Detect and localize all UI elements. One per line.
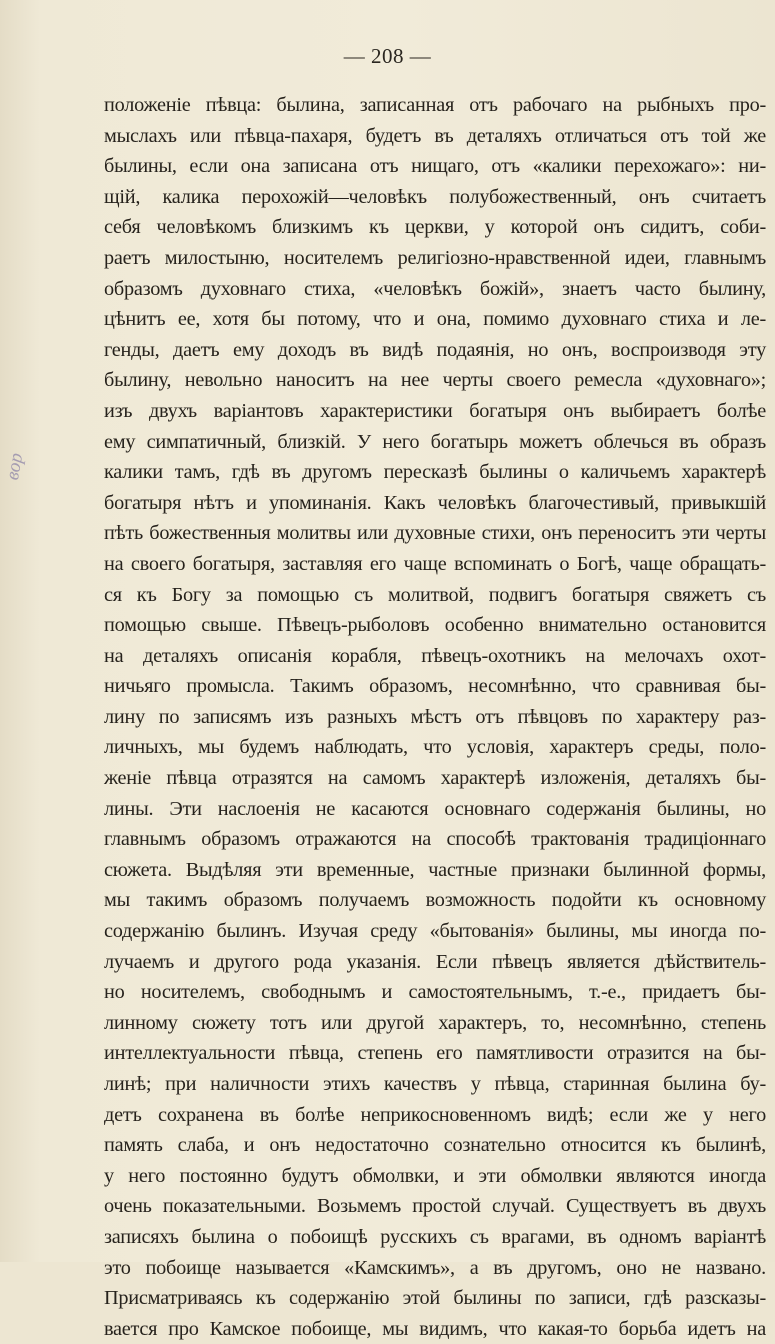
text-line: Присматриваясь къ содержанію этой былины по записи, гдѣ разсказы-	[104, 1287, 766, 1310]
text-line: память слаба, и онъ недостаточно сознательно относится къ былинѣ,	[104, 1134, 766, 1157]
text-line: лучаемъ и другого рода указанія. Если пѣвецъ является дѣйствитель-	[104, 950, 766, 973]
text-line: лины. Эти наслоенія не касаются основнаго содержанія былины, но	[104, 797, 766, 820]
text-line: женіе пѣвца отразятся на самомъ характерѣ изложенія, деталяхъ бы-	[104, 767, 766, 790]
text-line: былины, если она записана отъ нищаго, отъ «калики перехожаго»: ни-	[104, 155, 766, 178]
text-line: мыслахъ или пѣвца-пахаря, будетъ въ деталяхъ отличаться отъ той же	[104, 124, 766, 147]
text-line: цѣнитъ ее, хотя бы потому, что и она, помимо духовнаго стиха и ле-	[104, 308, 766, 331]
body-text	[104, 90, 766, 1344]
text-line: на своего богатыря, заставляя его чаще вспоминать о Богѣ, чаще обращать-	[104, 552, 766, 575]
text-line: помощью свыше. Пѣвецъ-рыболовъ особенно внимательно остановится	[104, 614, 766, 637]
text-line: записяхъ былина о побоищѣ русскихъ съ врагами, въ одномъ варіантѣ	[104, 1225, 766, 1248]
text-line: линному сюжету тотъ или другой характеръ, то, несомнѣнно, степень	[104, 1011, 766, 1034]
text-line: пѣть божественныя молитвы или духовные стихи, онъ переноситъ эти черты	[104, 522, 766, 545]
text-line: содержанію былинъ. Изучая среду «бытованія» былины, мы иногда по-	[104, 920, 766, 943]
text-line: себя человѣкомъ близкимъ къ церкви, у которой онъ сидитъ, соби-	[104, 216, 766, 239]
text-line: на деталяхъ описанія корабля, пѣвецъ-охотникъ на мелочахъ охот-	[104, 644, 766, 667]
text-line: вается про Камское побоище, мы видимъ, что какая-то борьба идетъ на	[104, 1317, 766, 1340]
text-line: ничьяго промысла. Такимъ образомъ, несомнѣнно, что сравнивая бы-	[104, 675, 766, 698]
text-line: ся къ Богу за помощью съ молитвой, подвигъ богатыря свяжетъ съ	[104, 583, 766, 606]
margin-handwritten-note: вор	[2, 451, 28, 482]
text-line: главнымъ образомъ отражаются на способѣ трактованія традиціоннаго	[104, 828, 766, 851]
page-number: — 208 —	[343, 44, 432, 68]
text-line: мы такимъ образомъ получаемъ возможность подойти къ основному	[104, 889, 766, 912]
text-line: положеніе пѣвца: былина, записанная отъ рабочаго на рыбныхъ про-	[104, 94, 766, 116]
text-line: раетъ милостыню, носителемъ религіозно-нравственной идеи, главнымъ	[104, 246, 766, 269]
text-line: личныхъ, мы будемъ наблюдать, что условія, характеръ среды, поло-	[104, 736, 766, 759]
text-line: изъ двухъ варіантовъ характеристики богатыря онъ выбираетъ болѣе	[104, 399, 766, 422]
text-line: детъ сохранена въ болѣе неприкосновенномъ видѣ; если же у него	[104, 1103, 766, 1126]
text-line: щій, калика перохожій—человѣкъ полубожественный, онъ считаетъ	[104, 185, 766, 208]
text-line: образомъ духовнаго стиха, «человѣкъ божій», знаетъ часто былину,	[104, 277, 766, 300]
text-line: ему симпатичный, близкій. У него богатырь можетъ облечься въ образъ	[104, 430, 766, 453]
text-line: линѣ; при наличности этихъ качествъ у пѣвца, старинная былина бу-	[104, 1073, 766, 1095]
text-line: богатыря нѣтъ и упоминанія. Какъ человѣкъ благочестивый, привыкшій	[104, 491, 766, 514]
text-line: лину по записямъ изъ разныхъ мѣстъ отъ пѣвцовъ по характеру раз-	[104, 705, 766, 728]
text-line: это побоище называется «Камскимъ», а въ другомъ, оно не названо.	[104, 1256, 766, 1279]
text-line: сюжета. Выдѣляя эти временные, частные признаки былинной формы,	[104, 858, 766, 881]
text-line: былину, невольно наноситъ на нее черты своего ремесла «духовнаго»;	[104, 369, 766, 392]
text-line: генды, даетъ ему доходъ въ видѣ подаянія, но онъ, воспроизводя эту	[104, 338, 766, 361]
text-line: но носителемъ, свободнымъ и самостоятельнымъ, т.-е., придаетъ бы-	[104, 981, 766, 1004]
text-line: интеллектуальности пѣвца, степень его памятливости отразится на бы-	[104, 1042, 766, 1065]
text-line: калики тамъ, гдѣ въ другомъ пересказѣ былины о каличьемъ характерѣ	[104, 461, 766, 484]
text-line: у него постоянно будутъ обмолвки, и эти обмолвки являются иногда	[104, 1164, 766, 1187]
text-line: очень показательными. Возьмемъ простой случай. Существуетъ въ двухъ	[104, 1195, 766, 1218]
